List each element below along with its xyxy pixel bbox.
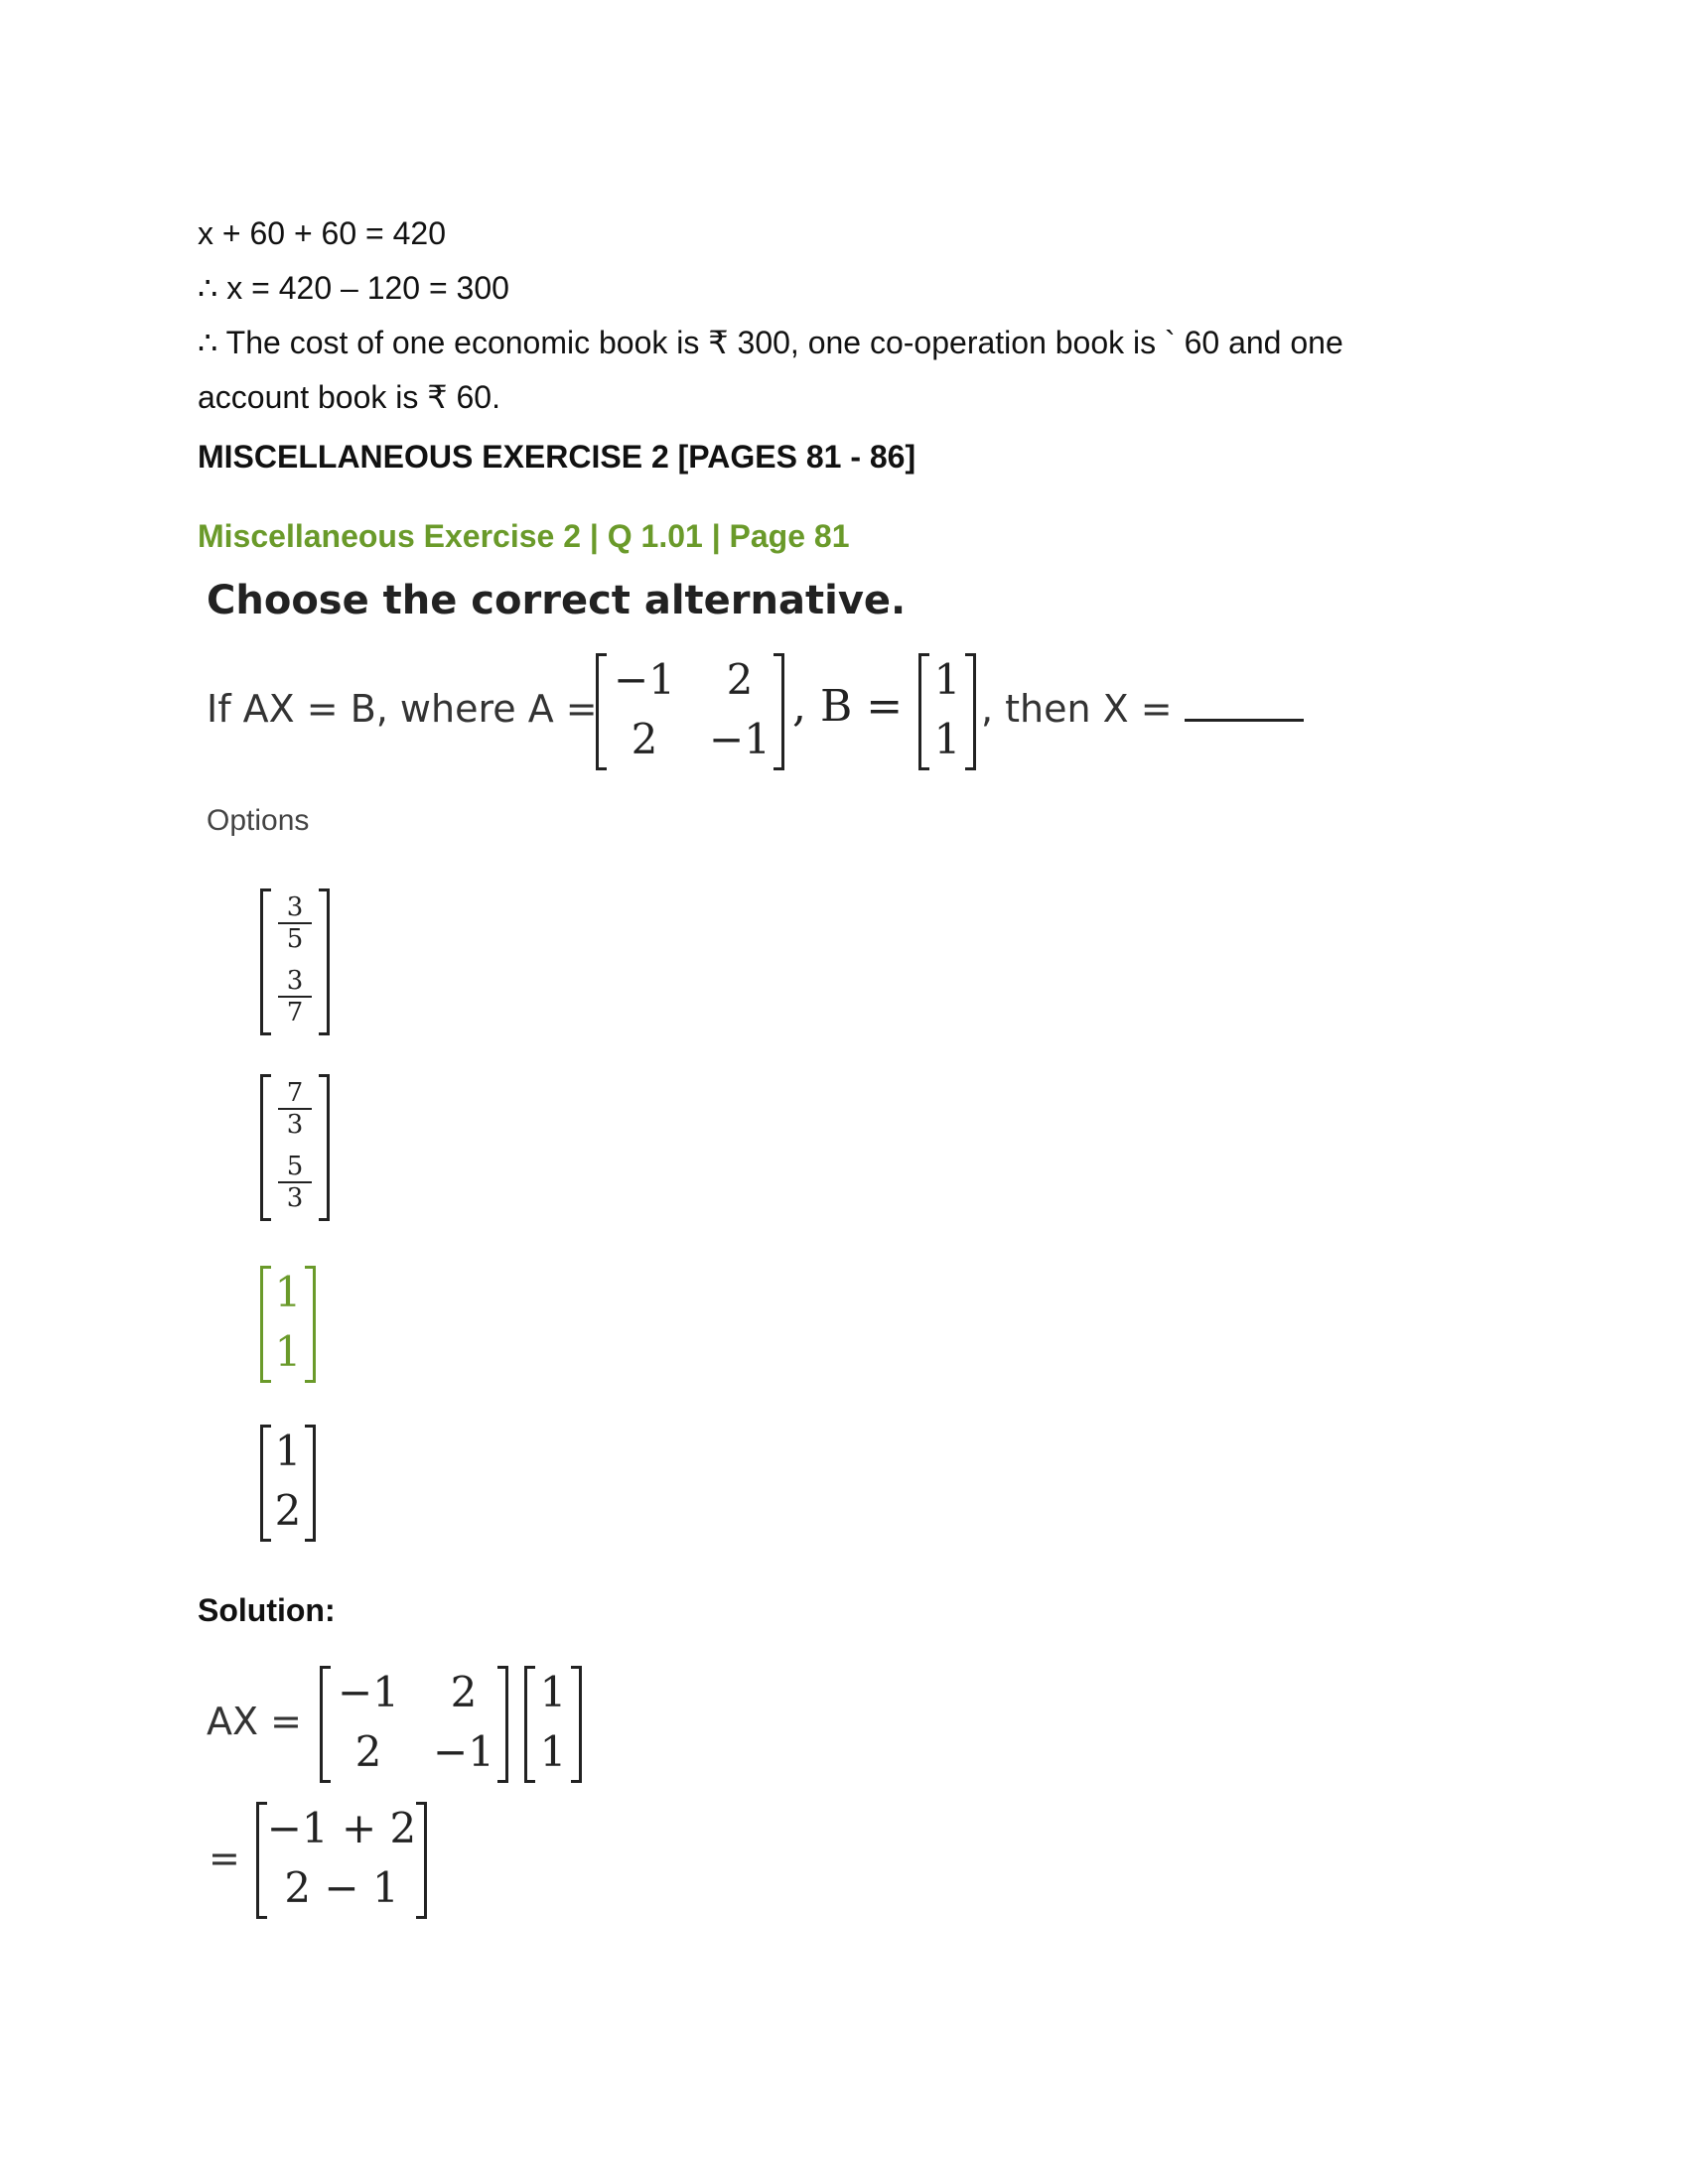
- section-heading: MISCELLANEOUS EXERCISE 2 [PAGES 81 - 86]: [198, 439, 916, 475]
- option-3-correct[interactable]: [260, 1266, 316, 1383]
- equation-line-1: x + 60 + 60 = 420: [198, 215, 446, 251]
- numerator: 7: [278, 1078, 312, 1110]
- solution-matrix-b: [524, 1666, 582, 1783]
- result-matrix: [256, 1802, 427, 1919]
- option-4[interactable]: [260, 1425, 316, 1542]
- option-2-top-fraction: [278, 1078, 312, 1140]
- option-1-bottom-fraction: [278, 966, 312, 1027]
- matrix-b-cell: 1: [933, 715, 961, 763]
- solution-matrix-a-cell: 2: [354, 1727, 382, 1776]
- option-3-bottom: 1: [274, 1327, 302, 1376]
- question-instruction: Choose the correct alternative.: [207, 578, 907, 623]
- option-2-bottom-fraction: [278, 1152, 312, 1213]
- numerator: 3: [278, 966, 312, 998]
- solution-matrix-b-cell: 1: [539, 1668, 567, 1716]
- solution-matrix-a: [320, 1666, 508, 1783]
- equals-sign: =: [209, 1837, 240, 1880]
- numerator: 5: [278, 1152, 312, 1183]
- denominator: 7: [286, 998, 304, 1027]
- matrix-a-cell: −1: [614, 655, 675, 704]
- option-4-top: 1: [274, 1427, 302, 1475]
- matrix-a-cell: 2: [631, 715, 658, 763]
- options-label: Options: [207, 804, 310, 837]
- answer-blank: [1185, 689, 1304, 722]
- then-text: , then X =: [981, 687, 1173, 731]
- matrix-b: [918, 653, 976, 770]
- solution-matrix-a-cell: −1: [338, 1668, 399, 1716]
- option-3-top: 1: [274, 1268, 302, 1316]
- matrix-a-cell: −1: [709, 715, 771, 763]
- option-4-bottom: 2: [274, 1486, 302, 1535]
- equation-line-2: ∴ x = 420 – 120 = 300: [198, 270, 509, 306]
- option-2[interactable]: [260, 1074, 330, 1221]
- matrix-a-cell: 2: [726, 655, 754, 704]
- option-1[interactable]: [260, 888, 330, 1035]
- matrix-b-cell: 1: [933, 655, 961, 704]
- solution-matrix-a-cell: 2: [450, 1668, 478, 1716]
- denominator: 3: [286, 1110, 304, 1140]
- question-prefix: If AX = B, where A =: [207, 687, 598, 731]
- option-1-top-fraction: [278, 892, 312, 954]
- ax-label: AX =: [207, 1700, 302, 1743]
- result-matrix-top: −1 + 2: [266, 1804, 417, 1852]
- denominator: 5: [286, 924, 304, 954]
- then-label: [981, 687, 1304, 731]
- solution-matrix-b-cell: 1: [539, 1727, 567, 1776]
- result-matrix-bottom: 2 − 1: [284, 1863, 399, 1912]
- matrix-a: [596, 653, 784, 770]
- solution-label: Solution:: [198, 1592, 336, 1628]
- denominator: 3: [286, 1183, 304, 1213]
- numerator: 3: [278, 892, 312, 924]
- question-link[interactable]: Miscellaneous Exercise 2 | Q 1.01 | Page 81: [198, 518, 850, 554]
- answer-line-1: ∴ The cost of one economic book is ₹ 300, one co-operation book is ` 60 and one: [198, 325, 1343, 360]
- answer-line-2: account book is ₹ 60.: [198, 379, 500, 415]
- b-label: , B =: [792, 681, 904, 732]
- solution-matrix-a-cell: −1: [433, 1727, 494, 1776]
